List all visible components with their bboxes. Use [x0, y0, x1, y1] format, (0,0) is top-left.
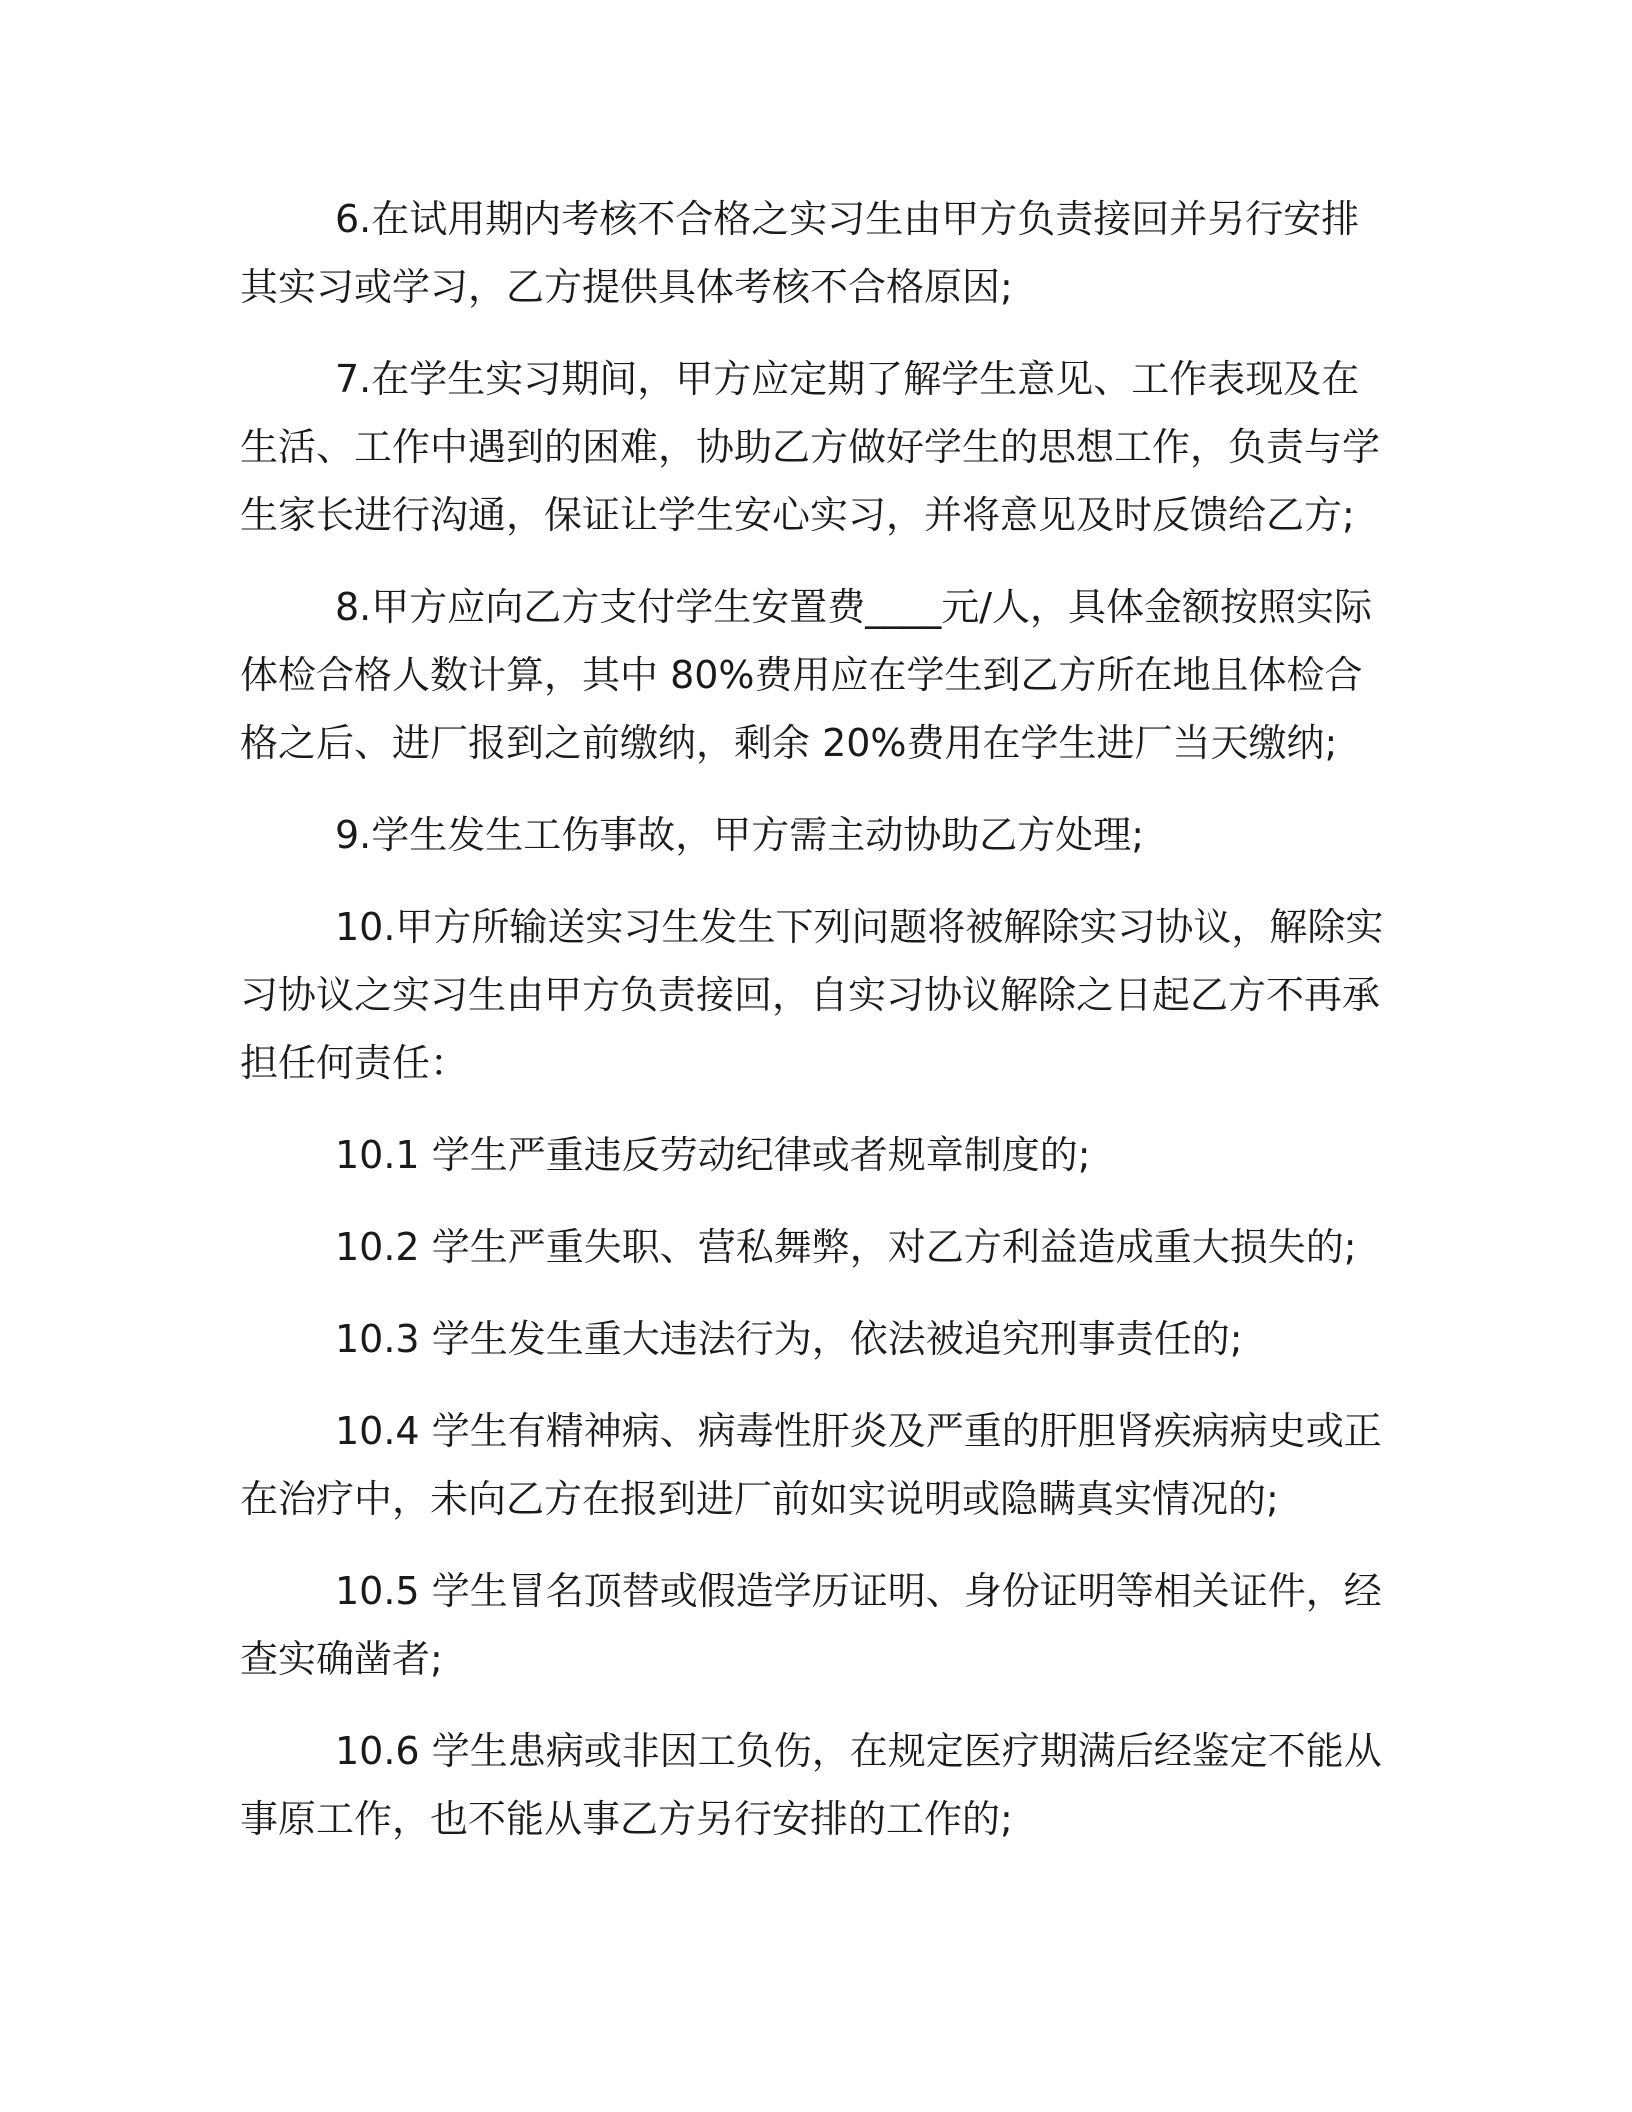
- clause-9: 9.学生发生工伤事故，甲方需主动协助乙方处理;: [335, 813, 1145, 857]
- clause-10-5: 10.5 学生冒名顶替或假造学历证明、身份证明等相关证件，经查实确凿者;: [240, 1569, 1382, 1681]
- clause-10-1: 10.1 学生严重违反劳动纪律或者规章制度的;: [335, 1133, 1091, 1177]
- clause-10-2: 10.2 学生严重失职、营私舞弊，对乙方利益造成重大损失的;: [335, 1225, 1357, 1269]
- clause-7: 7.在学生实习期间，甲方应定期了解学生意见、工作表现及在生活、工作中遇到的困难，协助乙方做好学生的思想工作，负责与学生家长进行沟通，保证让学生安心实习，并将意见及时反馈给乙方;: [240, 357, 1381, 537]
- clause-10-6: 10.6 学生患病或非因工负伤，在规定医疗期满后经鉴定不能从事原工作，也不能从事乙方另行安排的工作的;: [240, 1729, 1382, 1841]
- clause-6: 6.在试用期内考核不合格之实习生由甲方负责接回并另行安排其实习或学习，乙方提供具体考核不合格原因;: [240, 197, 1360, 309]
- clause-10-3: 10.3 学生发生重大违法行为，依法被追究刑事责任的;: [335, 1317, 1243, 1361]
- clause-10-4: 10.4 学生有精神病、病毒性肝炎及严重的肝胆肾疾病病史或正在治疗中，未向乙方在报到进厂前如实说明或隐瞒真实情况的;: [240, 1409, 1382, 1521]
- clause-10: 10.甲方所输送实习生发生下列问题将被解除实习协议，解除实习协议之实习生由甲方负责接回，自实习协议解除之日起乙方不再承担任何责任：: [240, 905, 1384, 1085]
- clause-8: 8.甲方应向乙方支付学生安置费____元/人，具体金额按照实际体检合格人数计算，其中 80%费用应在学生到乙方所在地且体检合格之后、进厂报到之前缴纳，剩余 20%费用在学生进厂当天缴纳;: [240, 585, 1373, 765]
- document-body: [240, 185, 1390, 1877]
